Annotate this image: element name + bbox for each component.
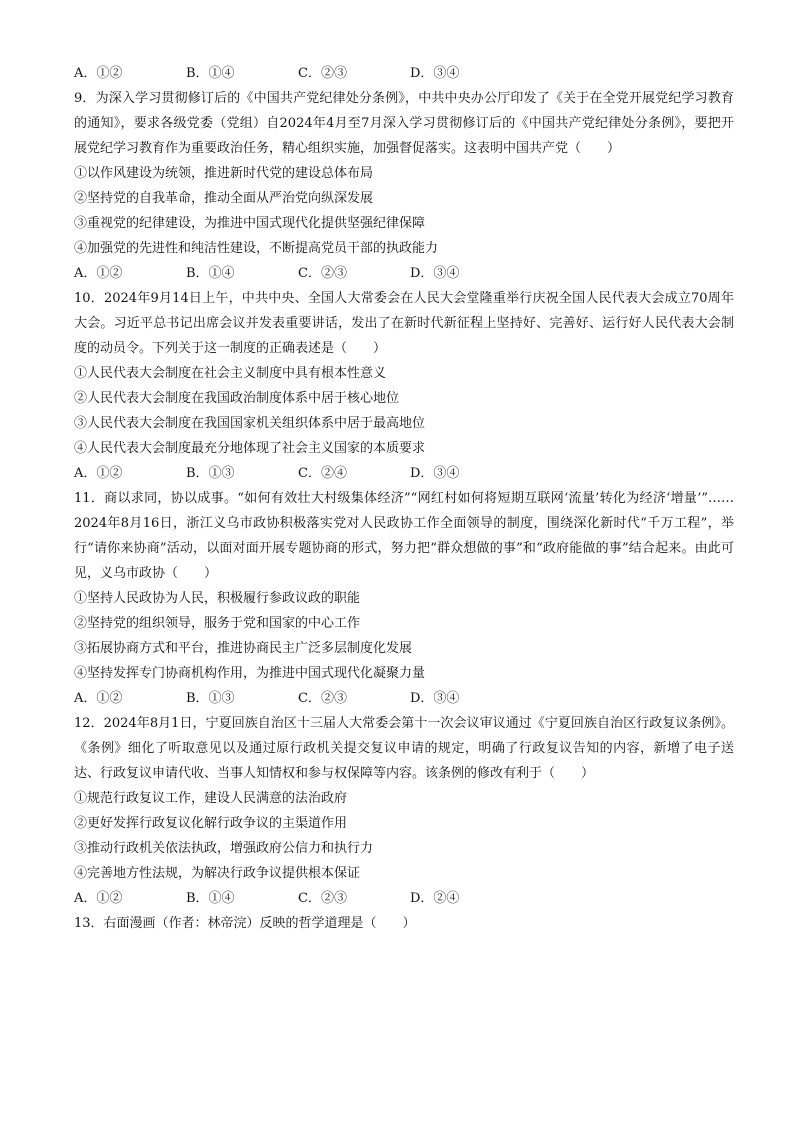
choice-3: ③推动行政机关依法执政，增强政府公信力和执行力	[74, 841, 374, 856]
question-stem: 12．2024年8月1日，宁夏回族自治区十三届人大常委会第十一次会议审议通过《宁夏回族自治区行政复议条例》。《条例》细化了听取意见以及通过原行政机关提交复议申请的规定，明确了行政复议告知的内容，新增了电子送达、行政复议申请代收、当事人知情权和参与权保障等内容。该条例的修改有利于（ ）	[74, 716, 734, 781]
answer-options-q8	[74, 61, 734, 86]
option-b: B．①④	[186, 891, 235, 906]
answer-options	[74, 886, 734, 911]
question-13	[74, 911, 734, 936]
choice-1: ①坚持人民政协为人民，积极履行参政议政的职能	[74, 591, 361, 606]
choice-3: ③拓展协商方式和平台，推进协商民主广泛多层制度化发展	[74, 641, 413, 656]
exam-content	[74, 61, 734, 936]
choice-2: ②坚持党的组织领导，服务于党和国家的中心工作	[74, 616, 361, 631]
choice-1: ①人民代表大会制度在社会主义制度中具有根本性意义	[74, 366, 387, 381]
answer-options	[74, 686, 734, 711]
question-stem: 11．商以求同，协以成事。“如何有效壮大村级集体经济”“网红村如何将短期互联网‘流量’转化为经济‘增量’”……2024年8月16日，浙江义乌市政协积极落实党对人民政协工作全面领导的制度，围绕深化新时代“千万工程”，举行“请你来协商”活动，以面对面开展专题协商的形式，努力把“群众想做的事”和“政府能做的事”结合起来。由此可见，义乌市政协（ ）	[74, 491, 734, 581]
option-a: A．①②	[74, 691, 123, 706]
question-12	[74, 711, 734, 911]
choice-4: ④完善地方性法规，为解决行政争议提供根本保证	[74, 866, 361, 881]
option-d: D．③④	[410, 466, 460, 481]
option-b: B．①④	[186, 266, 235, 281]
choice-4: ④坚持发挥专门协商机构作用，为推进中国式现代化凝聚力量	[74, 666, 426, 681]
option-b: B．①④	[186, 66, 235, 81]
option-a: A．①②	[74, 266, 123, 281]
question-10	[74, 286, 734, 486]
choice-3: ③重视党的纪律建设，为推进中国式现代化提供坚强纪律保障	[74, 216, 426, 231]
choice-4: ④加强党的先进性和纯洁性建设，不断提高党员干部的执政能力	[74, 241, 439, 256]
question-9	[74, 86, 734, 286]
option-c: C．②③	[298, 66, 347, 81]
choice-1: ①规范行政复议工作，建设人民满意的法治政府	[74, 791, 348, 806]
option-a: A．①②	[74, 66, 123, 81]
question-stem: 13．右面漫画（作者：林帝浣）反映的哲学道理是（ ）	[74, 916, 416, 931]
option-c: C．②③	[298, 691, 347, 706]
choice-3: ③人民代表大会制度在我国国家机关组织体系中居于最高地位	[74, 416, 426, 431]
option-a: A．①②	[74, 891, 123, 906]
choice-2: ②坚持党的自我革命，推动全面从严治党向纵深发展	[74, 191, 374, 206]
question-stem: 10．2024年9月14日上午，中共中央、全国人大常委会在人民大会堂隆重举行庆祝全国人民代表大会成立70周年大会。习近平总书记出席会议并发表重要讲话，发出了在新时代新征程上坚持好、完善好、运行好人民代表大会制度的动员令。下列关于这一制度的正确表述是（ ）	[74, 291, 734, 356]
choice-2: ②人民代表大会制度在我国政治制度体系中居于核心地位	[74, 391, 400, 406]
question-stem: 9．为深入学习贯彻修订后的《中国共产党纪律处分条例》，中共中央办公厅印发了《关于在全党开展党纪学习教育的通知》，要求各级党委（党组）自2024年4月至7月深入学习贯彻修订后的《中国共产党纪律处分条例》，要把开展党纪学习教育作为重要政治任务，精心组织实施，加强督促落实。这表明中国共产党（ ）	[74, 91, 734, 156]
answer-options	[74, 461, 734, 486]
option-d: D．②④	[410, 891, 460, 906]
question-11	[74, 486, 734, 711]
option-d: D．③④	[410, 691, 460, 706]
option-d: D．③④	[410, 266, 460, 281]
option-d: D．③④	[410, 66, 460, 81]
option-c: C．②③	[298, 266, 347, 281]
option-c: C．②③	[298, 891, 347, 906]
option-a: A．①②	[74, 466, 123, 481]
option-c: C．②④	[298, 466, 347, 481]
answer-options	[74, 261, 734, 286]
option-b: B．①③	[186, 691, 235, 706]
option-b: B．①③	[186, 466, 235, 481]
choice-4: ④人民代表大会制度最充分地体现了社会主义国家的本质要求	[74, 441, 426, 456]
choice-2: ②更好发挥行政复议化解行政争议的主渠道作用	[74, 816, 348, 831]
choice-1: ①以作风建设为统领，推进新时代党的建设总体布局	[74, 166, 374, 181]
